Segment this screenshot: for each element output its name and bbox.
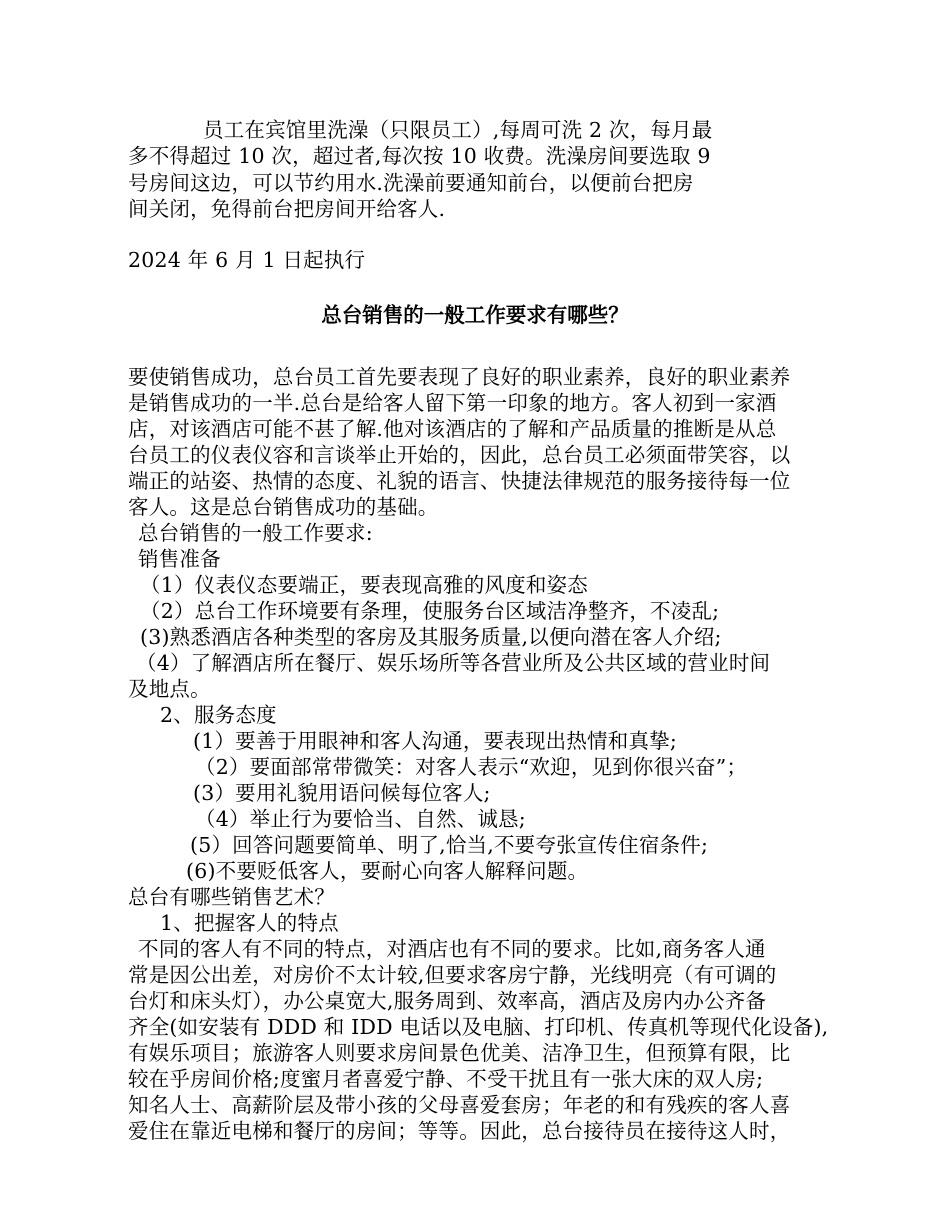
intro-line: 台员工的仪表仪容和言谈举止开始的，因此，总台员工必须面带笑容，以	[128, 443, 791, 467]
attitude-heading: 2、服务态度	[160, 703, 277, 727]
prep-item: 及地点。	[128, 677, 211, 701]
intro-line: 要使销售成功，总台员工首先要表现了良好的职业素养，良好的职业素养	[128, 365, 791, 389]
prep-item: (3)熟悉酒店各种类型的客房及其服务质量,以便向潜在客人介绍;	[140, 625, 722, 649]
attitude-item: (5）回答问题要简单、明了,恰当,不要夸张宣传住宿条件;	[190, 833, 709, 857]
attitude-item: (3）要用礼貌用语问候每位客人;	[193, 781, 491, 805]
intro-line: 店，对该酒店可能不甚了解.他对该酒店的了解和产品质量的推断是从总	[128, 417, 777, 441]
notice-line: 号房间这边，可以节约用水.洗澡前要通知前台，以便前台把房	[128, 171, 694, 195]
attitude-item: (6)不要贬低客人，要耐心向客人解释问题。	[186, 859, 589, 883]
arts-line: 常是因公出差，对房价不太计较,但要求客房宁静，光线明亮（有可调的	[128, 963, 777, 987]
intro-line: 端正的站姿、热情的态度、礼貌的语言、快捷法律规范的服务接待每一位	[128, 469, 791, 493]
arts-line: 较在乎房间价格;度蜜月者喜爱宁静、不受干扰且有一张大床的双人房;	[128, 1067, 764, 1091]
effective-date: 2024 年 6 月 1 日起执行	[128, 248, 366, 272]
intro-line: 是销售成功的一半.总台是给客人留下第一印象的地方。客人初到一家酒	[128, 391, 777, 415]
prep-heading: 销售准备	[138, 547, 221, 571]
arts-line: 不同的客人有不同的特点，对酒店也有不同的要求。比如,商务客人通	[138, 937, 766, 961]
prep-item: （2）总台工作环境要有条理，使服务台区域洁净整齐，不凌乱;	[140, 599, 720, 623]
notice-line: 间关闭，免得前台把房间开给客人.	[128, 197, 446, 221]
prep-item: （4）了解酒店所在餐厅、娱乐场所等各营业所及公共区域的营业时间	[136, 651, 771, 675]
arts-line: 有娱乐项目；旅游客人则要求房间景色优美、洁净卫生，但预算有限，比	[128, 1041, 791, 1065]
notice-line: 多不得超过 10 次，超过者,每次按 10 收费。洗澡房间要选取 9	[128, 144, 711, 168]
arts-subheading: 1、把握客人的特点	[160, 911, 339, 935]
arts-line: 齐全(如安装有 DDD 和 IDD 电话以及电脑、打印机、传真机等现代化设备),	[128, 1015, 829, 1039]
attitude-item: (1）要善于用眼神和客人沟通，要表现出热情和真挚;	[193, 729, 677, 753]
arts-heading: 总台有哪些销售艺术？	[128, 885, 335, 909]
requirements-heading: 总台销售的一般工作要求:	[138, 521, 373, 545]
intro-line: 客人。这是总台销售成功的基础。	[128, 495, 439, 519]
section-title: 总台销售的一般工作要求有哪些？	[321, 303, 629, 327]
arts-line: 台灯和床头灯），办公桌宽大,服务周到、效率高，酒店及房内办公齐备	[128, 989, 767, 1013]
attitude-item: （4）举止行为要恰当、自然、诚恳;	[195, 807, 526, 831]
notice-line: 员工在宾馆里洗澡（只限员工）,每周可洗 2 次，每月最	[203, 118, 713, 142]
arts-line: 爱住在靠近电梯和餐厅的房间；等等。因此，总台接待员在接待这人时，	[128, 1119, 791, 1143]
attitude-item: （2）要面部常带微笑：对客人表示“欢迎，见到你很兴奋”；	[195, 755, 748, 779]
arts-line: 知名人士、高薪阶层及带小孩的父母喜爱套房；年老的和有残疾的客人喜	[128, 1093, 791, 1117]
prep-item: （1）仪表仪态要端正，要表现高雅的风度和姿态	[140, 573, 588, 597]
